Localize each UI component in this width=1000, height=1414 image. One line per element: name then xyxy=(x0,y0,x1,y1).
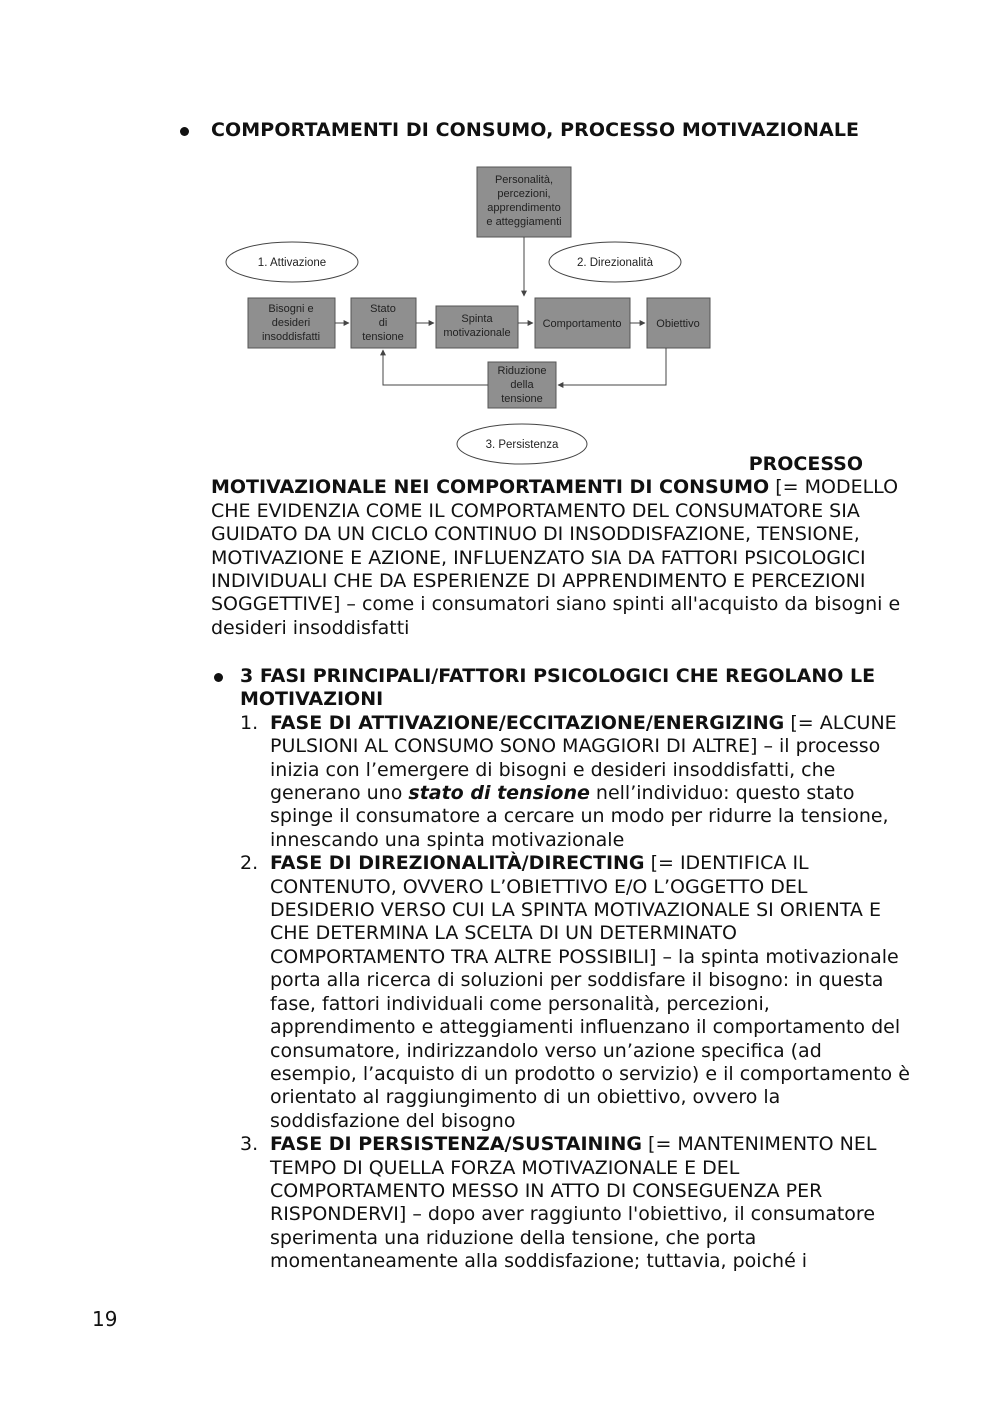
phase-item-persistence xyxy=(211,1133,911,1273)
phase-number: 1. xyxy=(240,711,259,734)
phase-direction-ellipse xyxy=(549,242,681,282)
phase-text: [= MANTENIMENTO NEL TEMPO DI QUELLA FORZA MOTIVAZIONALE E DEL COMPORTAMENTO MESSO IN ATTO DI CONSEGUENZA PER RISPONDERVI] – dopo aver raggiunto l'obiettivo, il consumatore sperimenta una riduzione della tensione, che porta momentaneamente alla soddisfazione; tuttavia, poiché i xyxy=(270,1133,877,1273)
influences-line-2: percezioni, xyxy=(497,188,551,200)
drive-box xyxy=(436,306,518,348)
phases-heading-text: 3 FASI PRINCIPALI/FATTORI PSICOLOGICI CHE REGOLANO LE MOTIVAZIONI xyxy=(240,665,876,711)
phase-emphasis: stato di tensione xyxy=(408,782,590,805)
phases-heading xyxy=(211,665,911,712)
phase-number: 2. xyxy=(240,852,259,875)
phase-title: FASE DI ATTIVAZIONE/ECCITAZIONE/ENERGIZING xyxy=(270,711,785,734)
svg-text:motivazionale: motivazionale xyxy=(443,327,511,339)
svg-text:Bisogni e: Bisogni e xyxy=(268,303,314,315)
svg-text:della: della xyxy=(510,379,534,391)
phase-item-direction xyxy=(211,852,911,1133)
motivational-process-diagram xyxy=(225,162,720,467)
phase-text: [= ALCUNE PULSIONI AL CONSUMO SONO MAGGIORI DI ALTRE] – il processo inizia con l’emergere di bisogni e desideri insoddisfatti, che generano uno xyxy=(270,711,897,805)
influences-line-3: apprendimento xyxy=(487,202,561,214)
phase-item-activation xyxy=(211,712,911,852)
section-bullet xyxy=(180,127,189,136)
needs-box xyxy=(248,298,335,348)
svg-text:Comportamento: Comportamento xyxy=(542,318,622,330)
svg-text:tensione: tensione xyxy=(501,393,543,405)
influences-line-4: e atteggiamenti xyxy=(486,216,562,228)
section-title: COMPORTAMENTI DI CONSUMO, PROCESSO MOTIVAZIONALE xyxy=(211,119,860,141)
phase-text: [= IDENTIFICA IL CONTENUTO, OVVERO L’OBIETTIVO E/O L’OGGETTO DEL DESIDERIO VERSO CUI LA SPINTA MOTIVAZIONALE SI ORIENTA E CHE DETERMINA LA SCELTA DI UN DETERMINATO COMPORTAMENTO TRA ALTRE POSSIBILI] – la spinta motivazionale porta alla ricerca di soluzioni per soddisfare il bisogno: in questa fase, fattori individuali come personalità, percezioni, apprendimento e atteggiamenti influenzano il comportamento del consumatore, indirizzandolo verso un’azione specifica (ad esempio, l’acquisto di un prodotto o servizio) e il comportamento è orientato al raggiungimento di un obiettivo, ovvero la soddisfazione del bisogno xyxy=(270,852,910,1132)
goal-box xyxy=(647,298,710,348)
arrow-goal-to-reduction xyxy=(558,348,666,385)
svg-text:Stato: Stato xyxy=(370,303,396,315)
svg-text:tensione: tensione xyxy=(362,331,404,343)
phase-title: FASE DI PERSISTENZA/SUSTAINING xyxy=(270,1133,642,1156)
phase-activation-ellipse xyxy=(226,242,358,282)
definition-block xyxy=(211,453,911,640)
svg-text:Riduzione: Riduzione xyxy=(497,365,547,377)
influences-line-1: Personalità, xyxy=(494,174,554,186)
svg-text:insoddisfatti: insoddisfatti xyxy=(261,331,321,343)
definition-title-line1: PROCESSO xyxy=(748,453,863,475)
svg-text:desideri: desideri xyxy=(271,317,311,329)
phase-activation-label: 1. Attivazione xyxy=(257,257,327,269)
svg-text:Obiettivo: Obiettivo xyxy=(656,318,700,330)
phases-section xyxy=(211,665,911,1274)
arrow-reduction-to-tension xyxy=(383,350,488,385)
reduction-box xyxy=(488,362,556,408)
definition-text: [= MODELLO CHE EVIDENZIA COME IL COMPORTAMENTO DEL CONSUMATORE SIA GUIDATO DA UN CICLO CONTINUO DI INSODDISFAZIONE, TENSIONE, MOTIVAZIONE E AZIONE, INFLUENZATO SIA DA FATTORI PSICOLOGICI INDIVIDUALI CHE DA ESPERIENZE DI APPRENDIMENTO E PERCEZIONI SOGGETTIVE] – come i consumatori siano spinti all'acquisto da bisogni e desideri insoddisfatti xyxy=(211,476,901,639)
tension-box xyxy=(351,298,416,348)
influences-box xyxy=(477,167,571,237)
definition-paragraph xyxy=(211,476,911,640)
phase-persistence-label: 3. Persistenza xyxy=(485,439,559,451)
phase-number: 3. xyxy=(240,1133,259,1156)
svg-text:Spinta: Spinta xyxy=(461,313,493,325)
phases-bullet xyxy=(214,673,223,682)
phases-list xyxy=(211,712,911,1274)
svg-text:di: di xyxy=(378,317,388,329)
definition-title-line2: MOTIVAZIONALE NEI COMPORTAMENTI DI CONSUMO xyxy=(211,476,770,499)
phase-text-continued: nell’individuo: questo stato spinge il consumatore a cercare un modo per ridurre la tensione, innescando una spinta motivazionale xyxy=(270,782,889,851)
behavior-box xyxy=(535,298,630,348)
phase-direction-label: 2. Direzionalità xyxy=(576,257,654,269)
phase-title: FASE DI DIREZIONALITÀ/DIRECTING xyxy=(270,852,645,875)
page-number: 19 xyxy=(92,1307,118,1331)
